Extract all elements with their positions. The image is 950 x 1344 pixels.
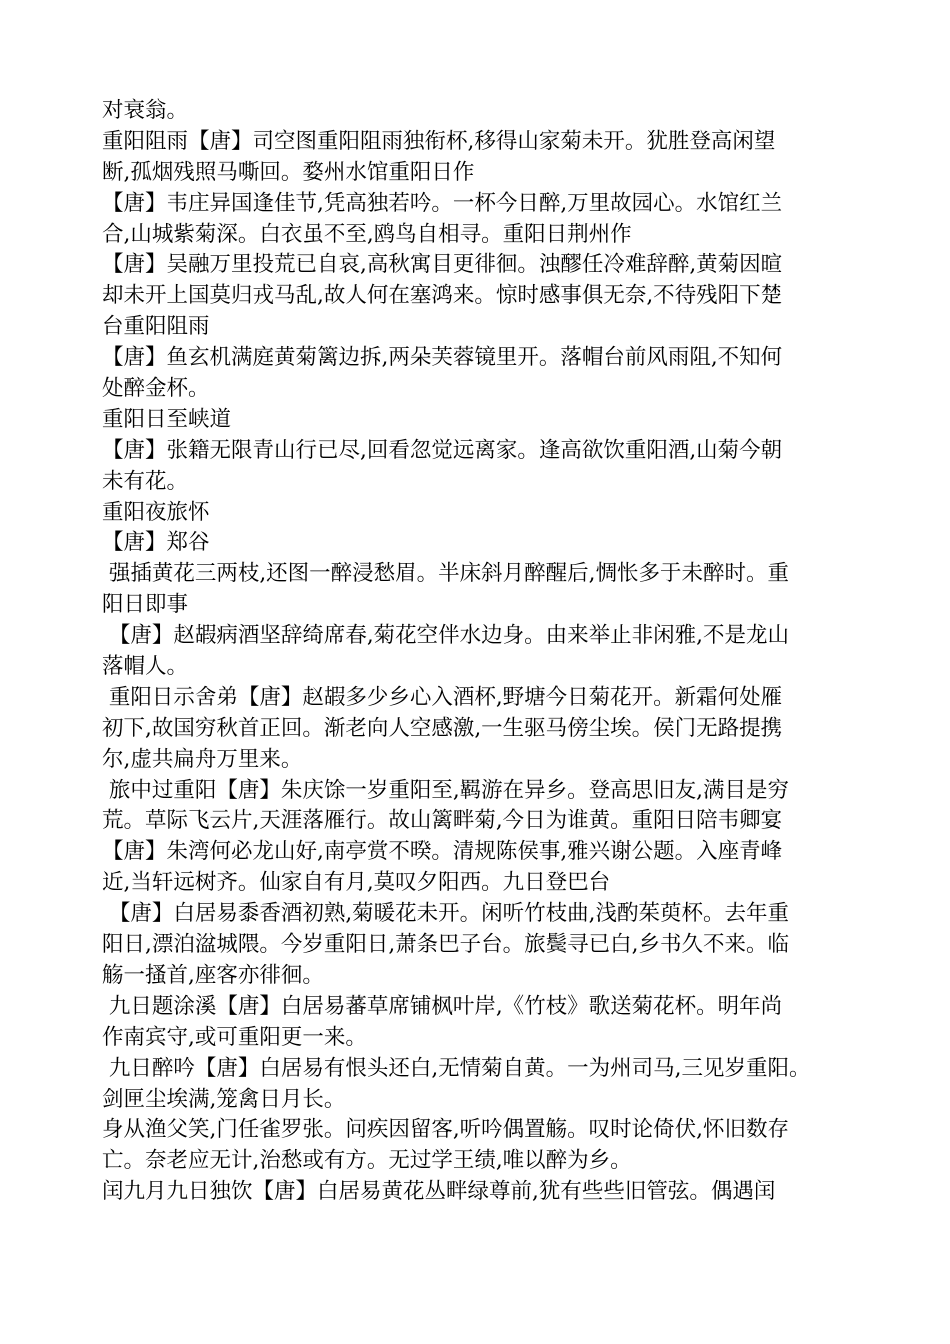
text-line-18: 【唐】赵嘏病酒坚辞绮席春,菊花空伴水边身。由来举止非闲雅,不是龙山 — [102, 623, 790, 649]
text-line-8: 台重阳阻雨 — [102, 314, 210, 340]
text-line-34: 身从渔父笑,门任雀罗张。问疾因留客,听吟偶置觞。叹时论倚伏,怀旧数存 — [102, 1117, 790, 1143]
text-line-7: 却未开上国莫归戎马乱,故人何在塞鸿来。惊时感事俱无奈,不待残阳下楚 — [102, 283, 783, 309]
text-line-19: 落帽人。 — [102, 654, 189, 680]
text-line-10: 处醉金杯。 — [102, 376, 210, 402]
text-line-20: 重阳日示舍弟【唐】赵嘏多少乡心入酒杯,野塘今日菊花开。新霜何处雁 — [102, 684, 783, 710]
text-line-6: 【唐】吴融万里投荒已自哀,高秋寓目更徘徊。浊醪任冷难辞醉,黄菊因暄 — [102, 252, 783, 278]
text-line-28: 阳日,漂泊湓城隈。今岁重阳日,萧条巴子台。旅鬓寻已白,乡书久不来。临 — [102, 932, 790, 958]
text-line-35: 亡。奈老应无计,治愁或有方。无过学王绩,唯以醉为乡。 — [102, 1148, 632, 1174]
text-line-5: 合,山城紫菊深。白衣虽不至,鸥鸟自相寻。重阳日荆州作 — [102, 221, 632, 247]
document-text — [102, 96, 862, 1208]
text-line-13: 未有花。 — [102, 468, 189, 494]
text-line-31: 作南宾守,或可重阳更一来。 — [102, 1024, 367, 1050]
text-line-12: 【唐】张籍无限青山行已尽,回看忽觉远离家。逢高欲饮重阳酒,山菊今朝 — [102, 437, 783, 463]
text-line-33: 剑匣尘埃满,笼禽日月长。 — [102, 1086, 346, 1112]
text-line-15: 【唐】郑谷 — [102, 530, 210, 556]
text-line-1: 对衰翁。 — [102, 98, 189, 123]
text-line-14: 重阳夜旅怀 — [102, 499, 210, 525]
text-line-24: 荒。草际飞云片,天涯落雁行。故山篱畔菊,今日为谁黄。重阳日陪韦卿宴 — [102, 808, 783, 834]
text-line-21: 初下,故国穷秋首正回。渐老向人空感激,一生驱马傍尘埃。侯门无路提携 — [102, 715, 783, 741]
text-line-9: 【唐】鱼玄机满庭黄菊篱边拆,两朵芙蓉镜里开。落帽台前风雨阻,不知何 — [102, 345, 783, 371]
text-line-26: 近,当轩远树齐。仙家自有月,莫叹夕阳西。九日登巴台 — [102, 870, 611, 896]
text-line-22: 尔,虚共扁舟万里来。 — [102, 746, 303, 772]
text-line-29: 觞一搔首,座客亦徘徊。 — [102, 962, 324, 988]
text-line-27: 【唐】白居易黍香酒初熟,菊暖花未开。闲听竹枝曲,浅酌茱萸杯。去年重 — [102, 901, 790, 927]
text-line-2: 重阳阻雨【唐】司空图重阳阻雨独衔杯,移得山家菊未开。犹胜登高闲望 — [102, 128, 776, 154]
text-line-3: 断,孤烟残照马嘶回。婺州水馆重阳日作 — [102, 159, 475, 185]
text-line-36: 闰九月九日独饮【唐】白居易黄花丛畔绿尊前,犹有些些旧管弦。偶遇闰 — [102, 1179, 776, 1205]
text-line-30: 九日题涂溪【唐】白居易蕃草席铺枫叶岸,《竹枝》歌送菊花杯。明年尚 — [102, 993, 783, 1019]
text-line-23: 旅中过重阳【唐】朱庆馀一岁重阳至,羁游在异乡。登高思旧友,满目是穷 — [102, 777, 790, 803]
text-line-4: 【唐】韦庄异国逢佳节,凭高独若吟。一杯今日醉,万里故园心。水馆红兰 — [102, 190, 783, 216]
text-line-16: 强插黄花三两枝,还图一醉浸愁眉。半床斜月醉醒后,惆怅多于未醉时。重 — [102, 561, 790, 587]
text-line-25: 【唐】朱湾何必龙山好,南亭赏不暌。清规陈侯事,雅兴谢公题。入座青峰 — [102, 839, 783, 865]
text-line-17: 阳日即事 — [102, 592, 189, 618]
text-line-11: 重阳日至峡道 — [102, 406, 232, 432]
text-line-32: 九日醉吟【唐】白居易有恨头还白,无情菊自黄。一为州司马,三见岁重阳。 — [102, 1055, 811, 1081]
